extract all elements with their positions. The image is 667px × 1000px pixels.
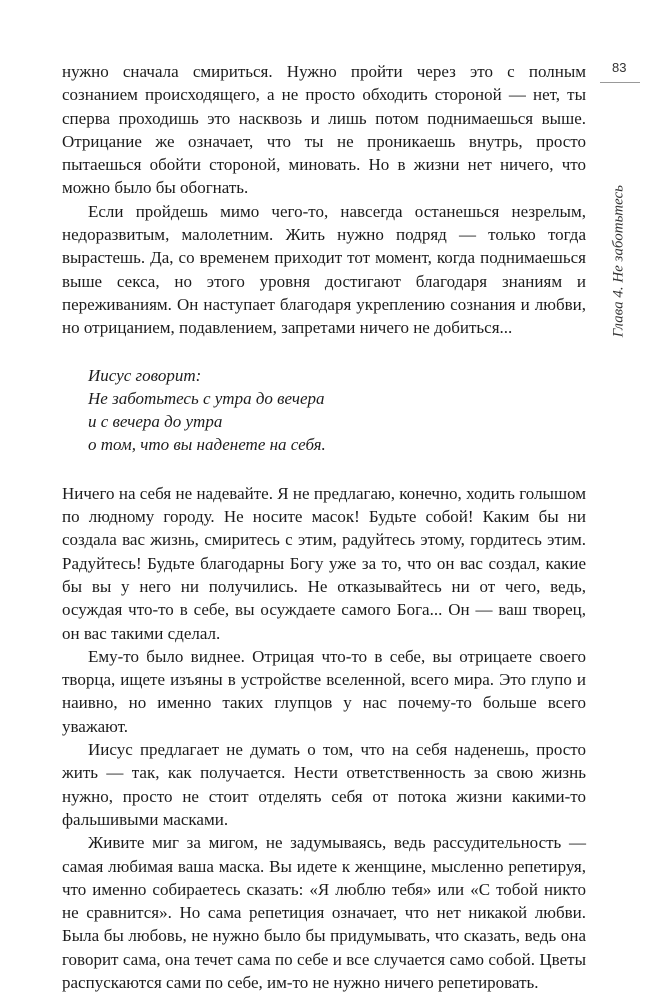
paragraph-6: Живите миг за мигом, не задумываясь, ведь рассудительность — самая любимая ваша маска. Вы идете к женщине, мысленно репетируя, что именно собираетесь сказать: «Я люблю тебя» или «С тобой никто не сравнится». Но сама репетиция означает, что нет никакой любви. Была бы любовь, не нужно было бы придумывать, что сказать, ведь она говорит сама, она течет сама по себе и все случается само собой. Цветы распускаются сами по себе, им-то не нужно ничего репетировать. [62,833,586,992]
quote-line-4: о том, что вы наденете на себя. [88,435,326,455]
header-rule [600,82,640,83]
paragraph-2: Если пройдешь мимо чего-то, навсегда останешься незрелым, недоразвитым, малолетним. Жить нужно подряд — только тогда вырастешь. Да, со временем приходит тот момент, когда поднимаешься выше секса, но этого уровня достигают благодаря знаниям и переживаниям. Он наступает благодаря укреплению сознания и любви, но отрицанием, подавлением, запретами ничего не добиться... [62,201,586,338]
paragraph-5: Иисус предлагает не думать о том, что на себя наденешь, просто жить — так, как получается. Нести ответственность за свою жизнь нужно, просто не стоит отделять себя от потока жизни какими-то фальшивыми масками. [62,740,586,829]
page-number: 83 [612,60,627,75]
scripture-quote [88,364,586,457]
quote-line-1: Иисус говорит: [88,365,202,385]
running-head-text: Глава 4. Не заботьтесь [610,185,627,338]
page-body [62,60,586,994]
quote-line-3: и с вечера до утра [88,412,223,432]
quote-line-2: Не заботьтесь с утра до вечера [88,388,325,408]
paragraph-4: Ему-то было виднее. Отрицая что-то в себе, вы отрицаете своего творца, ищете изъяны в устройстве вселенной, всего мира. Это глупо и наивно, но именно таких глупцов у нас почему-то больше всего уважают. [62,646,586,736]
paragraph-1: нужно сначала смириться. Нужно пройти через это с полным сознанием происходящего, а не просто обходить стороной — нет, ты сперва проходишь это насквозь и лишь потом поднимаешься выше. Отрицание же означает, что ты не проникаешь внутрь, просто пытаешься обойти стороной, миновать. Но в жизни нет ничего, что можно было бы обогнать. [62,62,586,198]
paragraph-3: Ничего на себя не надевайте. Я не предлагаю, конечно, ходить голышом по людному городу. Не носите масок! Будьте собой! Каким бы ни создала вас жизнь, смиритесь с этим, радуйтесь этому, гордитесь этим. Радуйтесь! Будьте благодарны Богу уже за то, что он вас создал, какие бы вы у него ни получились. Не отказывайтесь ни от чего, ведь, осуждая что-то в себе, вы осуждаете самого Бога... Он — ваш творец, он вас такими сделал. [62,483,586,643]
